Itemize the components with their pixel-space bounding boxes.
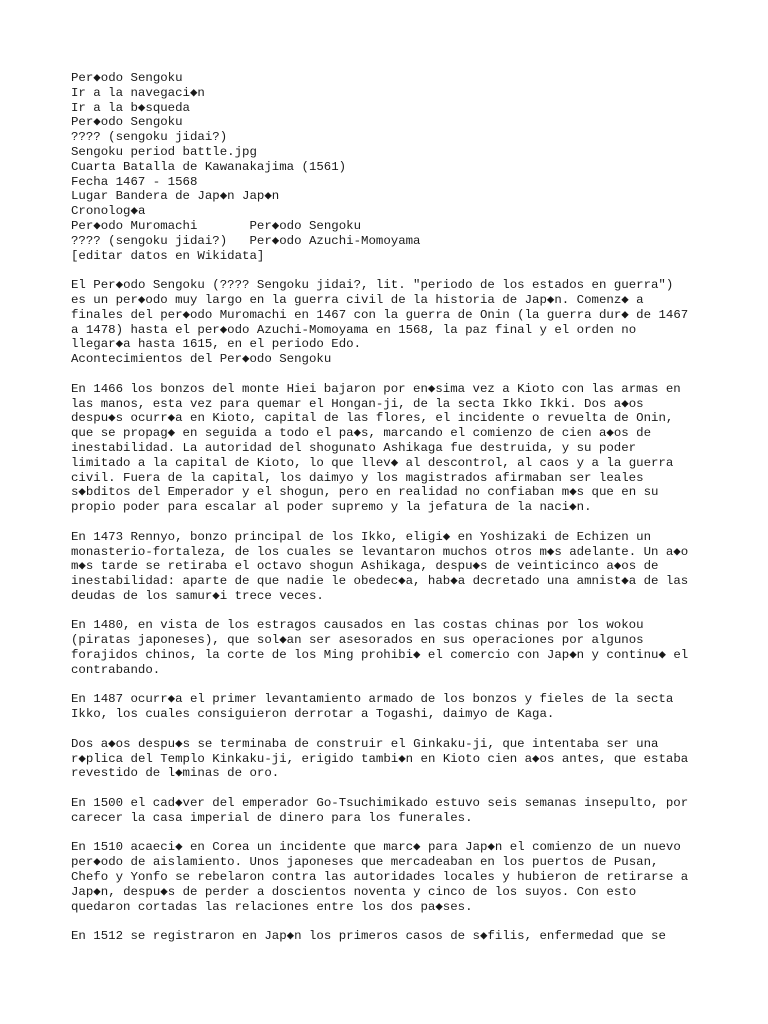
- infobox-native-name: ???? (sengoku jidai?): [71, 130, 228, 145]
- paragraph-line: En 1512 se registraron en Jap◆n los primeros casos de s◆filis, enfermedad que se: [71, 929, 666, 944]
- paragraph-line: las manos, esta vez para quemar el Hongan-ji, de la secta Ikko Ikki. Dos a◆os: [71, 396, 644, 411]
- paragraph-line: limitado a la capital de Kioto, lo que llev◆ al descontrol, al caos y a la guerra: [71, 455, 674, 470]
- paragraph-1480: [71, 618, 711, 677]
- paragraph-1473: [71, 530, 711, 604]
- paragraph-line: r◆plica del Templo Kinkaku-ji, erigido tambi◆n en Kioto cien a◆os antes, que estaba: [71, 751, 689, 766]
- paragraph-line: llegar◆a hasta 1615, en el periodo Edo.: [71, 337, 362, 352]
- paragraph-line: Ikko, los cuales consiguieron derrotar a Togashi, daimyo de Kaga.: [71, 707, 555, 722]
- infobox-battle-caption: Cuarta Batalla de Kawanakajima (1561): [71, 159, 347, 174]
- infobox-title: Per◆odo Sengoku: [71, 115, 183, 130]
- paragraph-1487: [71, 692, 711, 722]
- paragraph-line: deudas de los samur◆i trece veces.: [71, 588, 324, 603]
- skip-to-search-link[interactable]: Ir a la b◆squeda: [71, 100, 190, 115]
- paragraph-line: inestabilidad. La autoridad del shogunato Ashikaga fue destruida, y su poder: [71, 440, 637, 455]
- infobox-chronology-heading: Cronolog◆a: [71, 204, 146, 219]
- paragraph-line: inestabilidad: aparte de que nadie le obedec◆a, hab◆a decretado una amnist◆a de las: [71, 574, 689, 589]
- edit-wikidata-link[interactable]: [editar datos en Wikidata]: [71, 248, 265, 263]
- paragraph-line: (piratas japoneses), que sol◆an ser asesorados en sus operaciones por algunos: [71, 633, 644, 648]
- paragraph-line: Chefo y Yonfo se rebelaron contra las autoridades locales y hubieron de retirarse a: [71, 870, 689, 885]
- paragraph-line: En 1500 el cad◆ver del emperador Go-Tsuchimikado estuvo seis semanas insepulto, por: [71, 796, 689, 811]
- paragraph-1466: [71, 382, 711, 515]
- infobox-image-caption: Sengoku period battle.jpg: [71, 144, 257, 159]
- paragraph-line: En 1466 los bonzos del monte Hiei bajaron por en◆sima vez a Kioto con las armas en: [71, 381, 681, 396]
- section-heading: Acontecimientos del Per◆odo Sengoku: [71, 352, 332, 367]
- paragraph-1510: [71, 840, 711, 914]
- paragraph-1500: [71, 796, 711, 826]
- paragraph-intro: [71, 278, 711, 367]
- paragraph-1512: [71, 929, 711, 944]
- paragraph-line: quedaron cortadas las relaciones entre los dos pa◆ses.: [71, 899, 473, 914]
- paragraph-line: forajidos chinos, la corte de los Ming prohibi◆ el comercio con Jap◆n y continu◆ el: [71, 648, 689, 663]
- paragraph-line: revestido de l◆minas de oro.: [71, 766, 280, 781]
- paragraph-line: monasterio-fortaleza, de los cuales se levantaron muchos otros m◆s adelante. Un a◆o: [71, 544, 689, 559]
- paragraph-ginkaku: [71, 737, 711, 781]
- paragraph-line: a 1478) hasta el per◆odo Azuchi-Momoyama en 1568, la paz final y el orden no: [71, 322, 637, 337]
- paragraph-line: En 1473 Rennyo, bonzo principal de los Ikko, eligi◆ en Yoshizaki de Echizen un: [71, 529, 652, 544]
- paragraph-line: despu◆s ocurr◆a en Kioto, capital de las flores, el incidente o revuelta de Onin,: [71, 411, 674, 426]
- paragraph-line: per◆odo de aislamiento. Unos japoneses que mercadeaban en los puertos de Pusan,: [71, 855, 659, 870]
- paragraph-line: que se propag◆ en seguida a todo el pa◆s, marcando el comienzo de cien a◆os de: [71, 426, 652, 441]
- skip-to-navigation-link[interactable]: Ir a la navegaci◆n: [71, 85, 205, 100]
- paragraph-line: s◆bditos del Emperador y el shogun, pero en realidad no confiaban m◆s que en su: [71, 485, 659, 500]
- infobox-chronology-row: ???? (sengoku jidai?) Per◆odo Azuchi-Momoyama: [71, 233, 421, 248]
- paragraph-line: Jap◆n, despu◆s de perder a doscientos noventa y cinco de los suyos. Con esto: [71, 884, 637, 899]
- paragraph-line: civil. Fuera de la capital, los daimyo y los magistrados afirmaban ser leales: [71, 470, 644, 485]
- paragraph-line: En 1480, en vista de los estragos causados en las costas chinas por los wokou: [71, 618, 644, 633]
- infobox-block: [71, 71, 711, 263]
- infobox-date: Fecha 1467 - 1568: [71, 174, 198, 189]
- infobox-chronology-row: Per◆odo Muromachi Per◆odo Sengoku: [71, 218, 362, 233]
- paragraph-line: carecer la casa imperial de dinero para los funerales.: [71, 810, 473, 825]
- paragraph-line: m◆s tarde se retiraba el octavo shogun Ashikaga, despu◆s de veinticinco a◆os de: [71, 559, 659, 574]
- document-page: [71, 71, 711, 944]
- paragraph-line: finales del per◆odo Muromachi en 1467 con la guerra de Onin (la guerra dur◆ de 1467: [71, 307, 689, 322]
- paragraph-line: es un per◆odo muy largo en la guerra civil de la historia de Jap◆n. Comenz◆ a: [71, 292, 644, 307]
- paragraph-line: contrabando.: [71, 662, 161, 677]
- infobox-place: Lugar Bandera de Jap◆n Jap◆n: [71, 189, 280, 204]
- article-title: Per◆odo Sengoku: [71, 71, 183, 85]
- paragraph-line: propio poder para escalar al poder supremo y la jefatura de la naci◆n.: [71, 500, 592, 515]
- paragraph-line: En 1487 ocurr◆a el primer levantamiento armado de los bonzos y fieles de la secta: [71, 692, 674, 707]
- paragraph-line: En 1510 acaeci◆ en Corea un incidente que marc◆ para Jap◆n el comienzo de un nuevo: [71, 840, 681, 855]
- paragraph-line: Dos a◆os despu◆s se terminaba de construir el Ginkaku-ji, que intentaba ser una: [71, 736, 659, 751]
- paragraph-line: El Per◆odo Sengoku (???? Sengoku jidai?, lit. "periodo de los estados en guerra"): [71, 278, 674, 293]
